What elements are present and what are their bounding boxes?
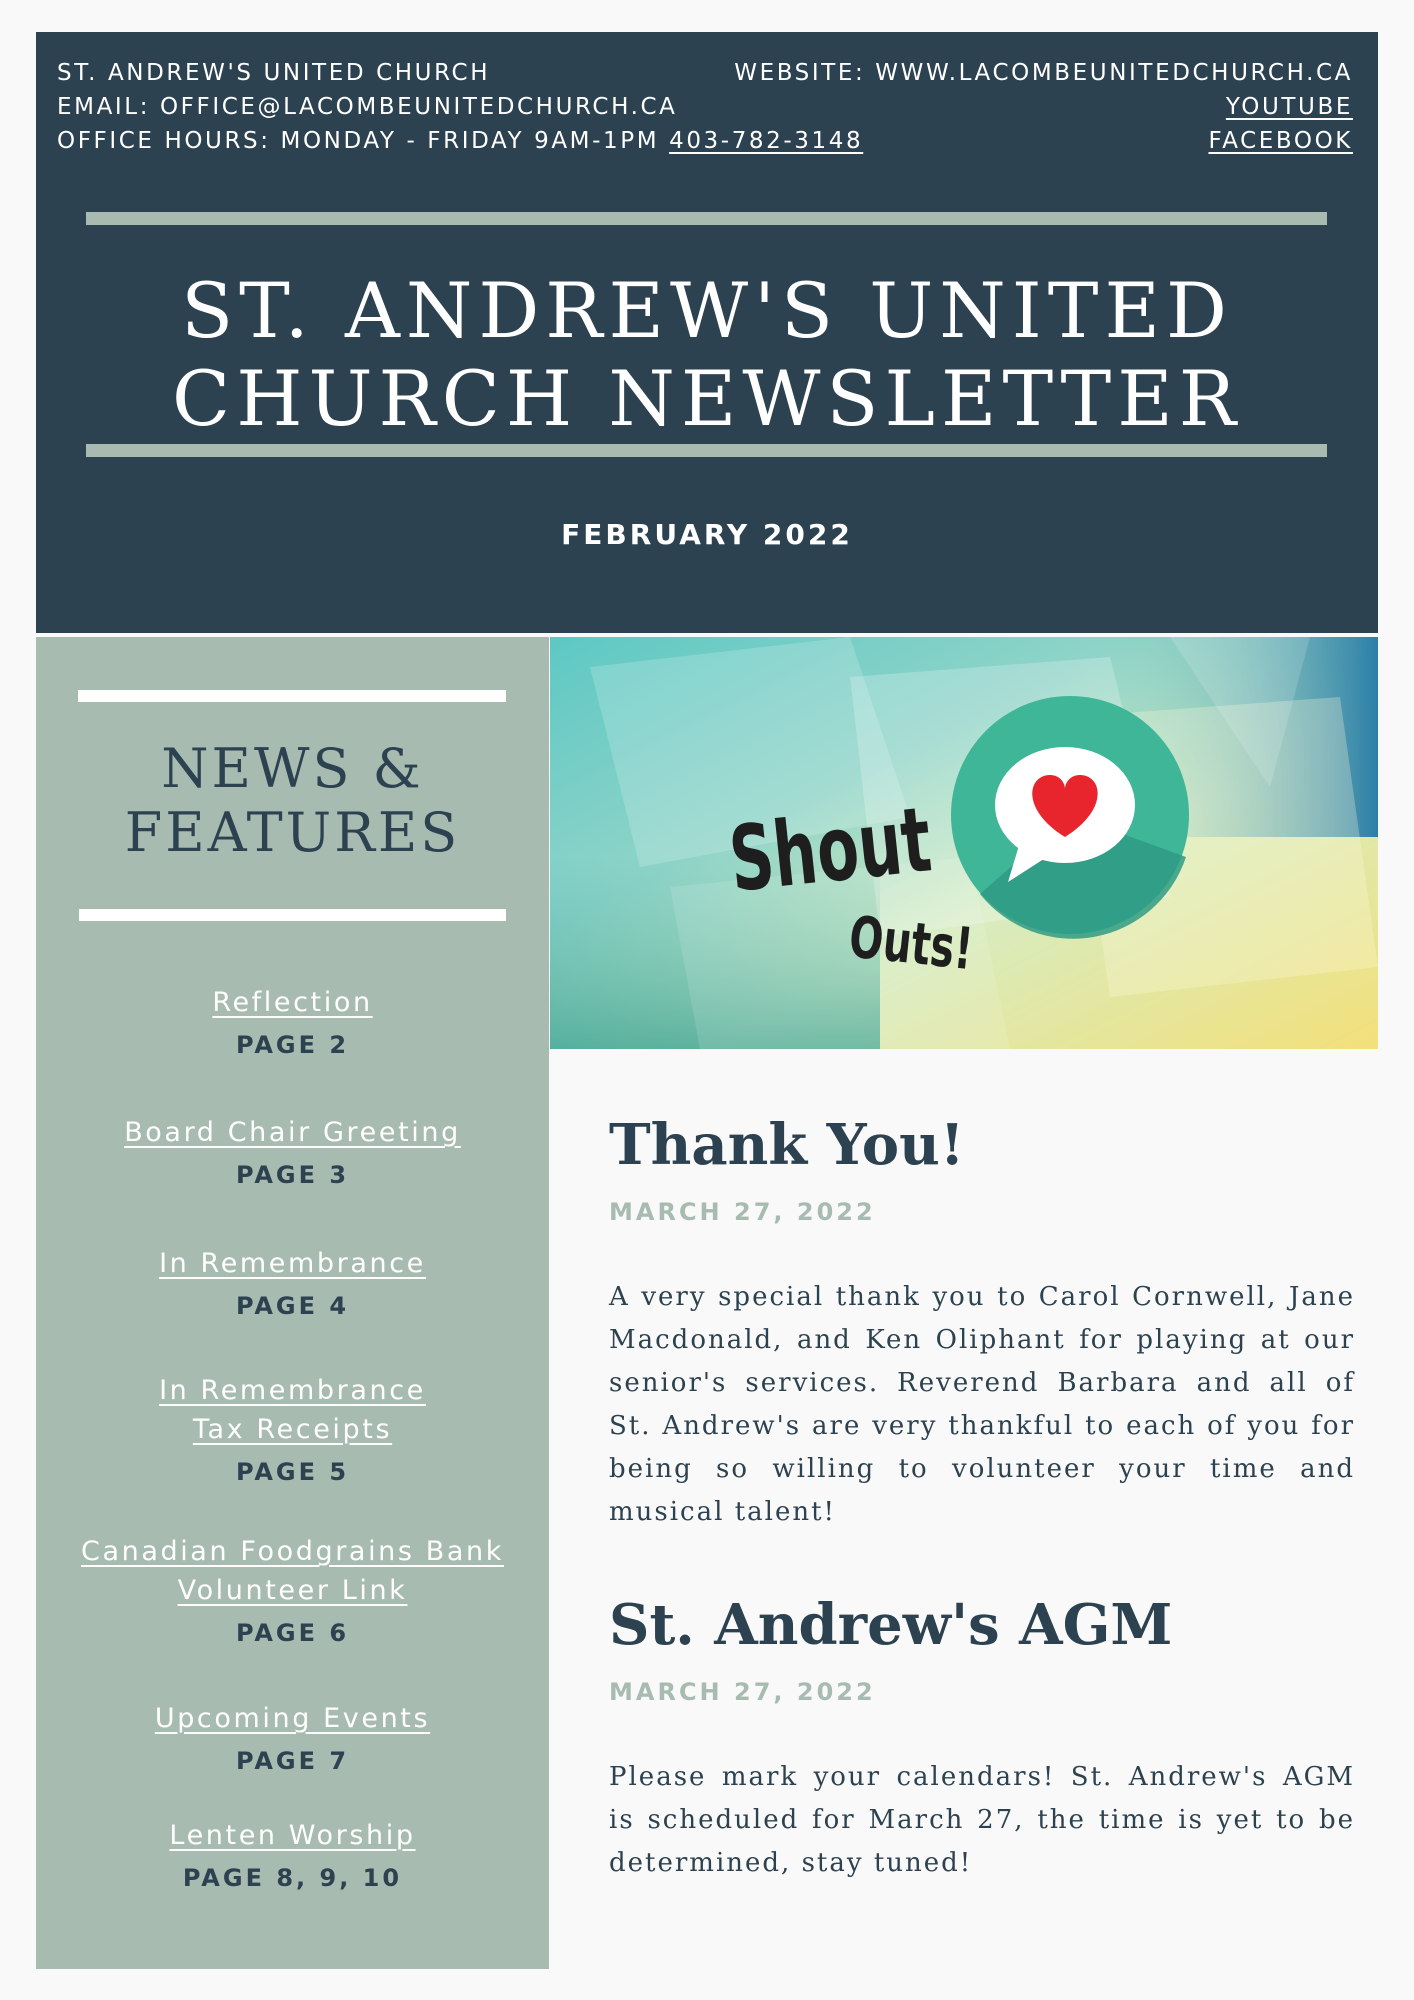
web-links [734,56,1353,158]
shout-outs-banner [550,637,1378,1049]
sidebar [36,637,549,1969]
toc-item [36,1244,549,1323]
title-line-2: CHURCH NEWSLETTER [172,354,1242,443]
title-line-1: ST. ANDREW'S UNITED [181,266,1233,355]
sidebar-title-line-1: NEWS & [161,737,424,800]
title-rule-top [86,212,1327,225]
article-date: MARCH 27, 2022 [609,1198,876,1226]
toc-page-number: PAGE 4 [235,1292,350,1320]
toc-page-number: PAGE 5 [235,1458,350,1486]
article-title: Thank You! [609,1112,965,1178]
email-link[interactable]: EMAIL: OFFICE@LACOMBEUNITEDCHURCH.CA [57,94,678,120]
sidebar-title [36,737,549,865]
article-thank-you [609,1112,1355,1534]
sidebar-title-line-2: FEATURES [124,801,461,864]
office-hours-text: OFFICE HOURS: MONDAY - FRIDAY 9AM-1PM [57,128,660,154]
toc-link-in-remembrance-2[interactable]: In Remembrance [159,1375,426,1406]
toc-page-number: PAGE 2 [235,1031,350,1059]
toc-page-number: PAGE 3 [235,1161,350,1189]
article-title: St. Andrew's AGM [609,1592,1173,1658]
header [36,32,1378,633]
outs-text: Outs! [846,903,977,984]
article-agm [609,1592,1355,1885]
toc-link-tax-receipts[interactable]: Tax Receipts [192,1414,393,1445]
sidebar-rule-top [78,690,506,702]
article-date: MARCH 27, 2022 [609,1678,876,1706]
church-name: ST. ANDREW'S UNITED CHURCH [57,60,491,86]
article-body: Please mark your calendars! St. Andrew's AGM is scheduled for March 27, the time is yet to be determined, stay tuned! [609,1762,1355,1878]
sidebar-rule-bottom [79,909,506,921]
toc-item [36,1699,549,1778]
toc-link-lenten-worship[interactable]: Lenten Worship [169,1820,416,1851]
toc-item [36,1113,549,1192]
title-rule-bottom [86,444,1327,457]
article-body: A very special thank you to Carol Cornwell, Jane Macdonald, and Ken Oliphant for playing at our senior's services. Reverend Barbara and all of St. Andrew's are very thankful to each of you for being so willing to volunteer your time and musical talent! [609,1282,1355,1527]
toc-item [36,1816,549,1895]
toc-link-volunteer-link[interactable]: Volunteer Link [177,1575,408,1606]
toc-page-number: PAGE 6 [235,1619,350,1647]
toc-page-number: PAGE 8, 9, 10 [182,1864,403,1892]
toc-link-in-remembrance[interactable]: In Remembrance [159,1248,426,1279]
toc-item [36,983,549,1062]
toc-item [36,1532,549,1650]
issue-date: FEBRUARY 2022 [561,518,853,551]
phone-link[interactable]: 403-782-3148 [669,128,864,154]
newsletter-title [36,267,1378,443]
toc-link-board-chair-greeting[interactable]: Board Chair Greeting [124,1117,461,1148]
toc-link-reflection[interactable]: Reflection [212,987,373,1018]
toc-link-upcoming-events[interactable]: Upcoming Events [154,1703,431,1734]
facebook-link[interactable]: FACEBOOK [1208,128,1353,154]
banner-graphic [550,637,1378,1049]
toc-page-number: PAGE 7 [235,1747,350,1775]
toc-link-canadian-foodgrains-bank[interactable]: Canadian Foodgrains Bank [81,1536,504,1567]
youtube-link[interactable]: YOUTUBE [1225,94,1353,120]
toc-item [36,1371,549,1489]
website-link[interactable]: WEBSITE: WWW.LACOMBEUNITEDCHURCH.CA [734,60,1353,86]
shout-text: Shout [724,788,936,914]
